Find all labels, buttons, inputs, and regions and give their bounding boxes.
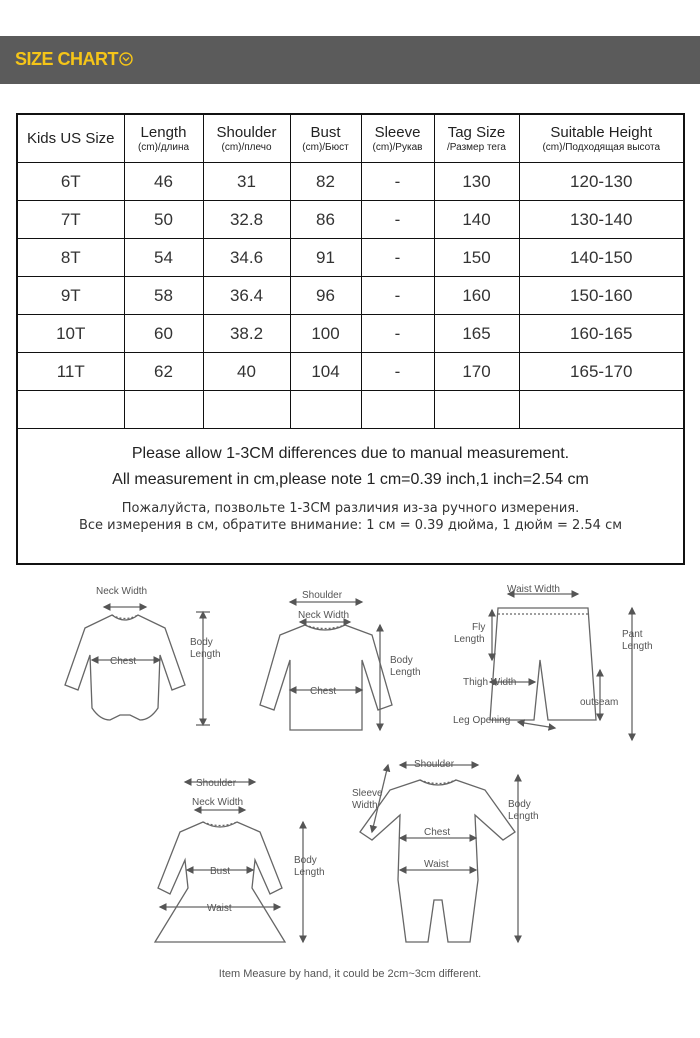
header-suitable-height: Suitable Height (cm)/Подходящая высота <box>519 115 683 163</box>
footer-note: Item Measure by hand, it could be 2cm~3cm different. <box>218 968 482 980</box>
table-cell: 62 <box>124 353 203 391</box>
table-cell: - <box>361 353 434 391</box>
table-cell: - <box>361 163 434 201</box>
label-shoulder: Shoulder <box>414 759 455 770</box>
table-cell: 165-170 <box>519 353 683 391</box>
table-cell: 82 <box>290 163 361 201</box>
table-cell: - <box>361 315 434 353</box>
table-row <box>18 163 683 201</box>
header-shoulder: Shoulder (cm)/плечо <box>203 115 290 163</box>
shirt-diagram <box>260 602 392 730</box>
label-length: Length <box>454 634 485 645</box>
table-cell: 96 <box>290 277 361 315</box>
label-body: Body <box>390 655 413 666</box>
table-cell: - <box>361 239 434 277</box>
label-chest: Chest <box>310 686 337 697</box>
table-cell: 7T <box>18 201 124 239</box>
garment-diagrams-svg <box>0 570 700 970</box>
header-length: Length (cm)/длина <box>124 115 203 163</box>
table-cell: 6T <box>18 163 124 201</box>
label-length: Length <box>190 649 221 660</box>
label-body: Body <box>508 799 531 810</box>
header-kids-us-size: Kids US Size <box>18 115 124 163</box>
table-cell: 140-150 <box>519 239 683 277</box>
table-cell: 104 <box>290 353 361 391</box>
label-waist: Waist <box>424 859 449 870</box>
bodysuit-diagram <box>65 607 210 725</box>
table-cell: 34.6 <box>203 239 290 277</box>
size-chart-banner <box>0 36 700 84</box>
label-waist-width: Waist Width <box>507 584 560 595</box>
note-line: Please allow 1-3CM differences due to manual measurement. <box>131 445 570 462</box>
table-row <box>18 353 683 391</box>
table-row <box>18 277 683 315</box>
pants-diagram <box>490 594 632 740</box>
label-length: Length <box>508 811 539 822</box>
header-tag-size: Tag Size /Размер тега <box>434 115 519 163</box>
table-cell: 54 <box>124 239 203 277</box>
label-thigh-width: Thigh Width <box>463 677 517 688</box>
note-line-ru: Пожалуйста, позвольте 1-3CM различия из-за ручного измерения. <box>121 501 580 516</box>
table-cell: 130-140 <box>519 201 683 239</box>
label-body: Body <box>294 855 317 866</box>
table-row-empty <box>18 391 683 429</box>
label-fly: Fly <box>472 622 486 633</box>
table-cell: 31 <box>203 163 290 201</box>
table-cell: 150-160 <box>519 277 683 315</box>
table-cell: 9T <box>18 277 124 315</box>
table-cell: 91 <box>290 239 361 277</box>
table-cell: 160-165 <box>519 315 683 353</box>
table-header-row <box>18 115 683 163</box>
table-cell: 8T <box>18 239 124 277</box>
label-leg-opening: Leg Opening <box>453 715 511 726</box>
table-cell: 130 <box>434 163 519 201</box>
table-cell: 10T <box>18 315 124 353</box>
table-cell: 46 <box>124 163 203 201</box>
label-neck-width: Neck Width <box>96 586 148 597</box>
table-cell: 60 <box>124 315 203 353</box>
table-cell: 120-130 <box>519 163 683 201</box>
label-length: Length <box>294 867 325 878</box>
label-shoulder: Shoulder <box>302 590 343 601</box>
table-row <box>18 201 683 239</box>
label-shoulder: Shoulder <box>196 778 237 789</box>
size-table-box <box>16 113 685 565</box>
table-cell: 38.2 <box>203 315 290 353</box>
table-cell: 165 <box>434 315 519 353</box>
table-cell: 160 <box>434 277 519 315</box>
chevron-down-circle-icon <box>119 52 133 66</box>
label-length: Length <box>390 667 421 678</box>
label-neck-width: Neck Width <box>192 797 244 808</box>
table-cell: 170 <box>434 353 519 391</box>
table-cell: 86 <box>290 201 361 239</box>
table-cell: 58 <box>124 277 203 315</box>
table-cell: 32.8 <box>203 201 290 239</box>
table-row <box>18 315 683 353</box>
header-bust: Bust (cm)/Бюст <box>290 115 361 163</box>
note-line: All measurement in cm,please note 1 cm=0.39 inch,1 inch=2.54 cm <box>112 471 589 488</box>
note-line-ru: Все измерения в см, обратите внимание: 1 см = 0.39 дюйма, 1 дюйм = 2.54 см <box>78 518 623 533</box>
table-cell: 100 <box>290 315 361 353</box>
table-cell: 11T <box>18 353 124 391</box>
header-sleeve: Sleeve (cm)/Рукав <box>361 115 434 163</box>
label-chest: Chest <box>110 656 137 667</box>
label-width: Width <box>352 800 378 811</box>
label-body: Body <box>190 637 213 648</box>
measurement-notes <box>18 429 683 563</box>
measurement-diagrams <box>0 570 700 1000</box>
label-neck-width: Neck Width <box>298 610 350 621</box>
label-chest: Chest <box>424 827 451 838</box>
table-cell: 36.4 <box>203 277 290 315</box>
banner-title: SIZE CHART <box>15 49 118 69</box>
label-pant: Pant <box>622 629 643 640</box>
label-waist: Waist <box>207 903 232 914</box>
size-table <box>18 115 683 429</box>
table-cell: 140 <box>434 201 519 239</box>
label-sleeve: Sleeve <box>352 788 383 799</box>
label-bust: Bust <box>210 866 231 877</box>
table-cell: 40 <box>203 353 290 391</box>
label-outseam: outseam <box>580 697 619 708</box>
table-cell: 50 <box>124 201 203 239</box>
table-cell: - <box>361 277 434 315</box>
label-length: Length <box>622 641 653 652</box>
table-cell: - <box>361 201 434 239</box>
romper-diagram <box>360 765 518 942</box>
table-row <box>18 239 683 277</box>
table-cell: 150 <box>434 239 519 277</box>
